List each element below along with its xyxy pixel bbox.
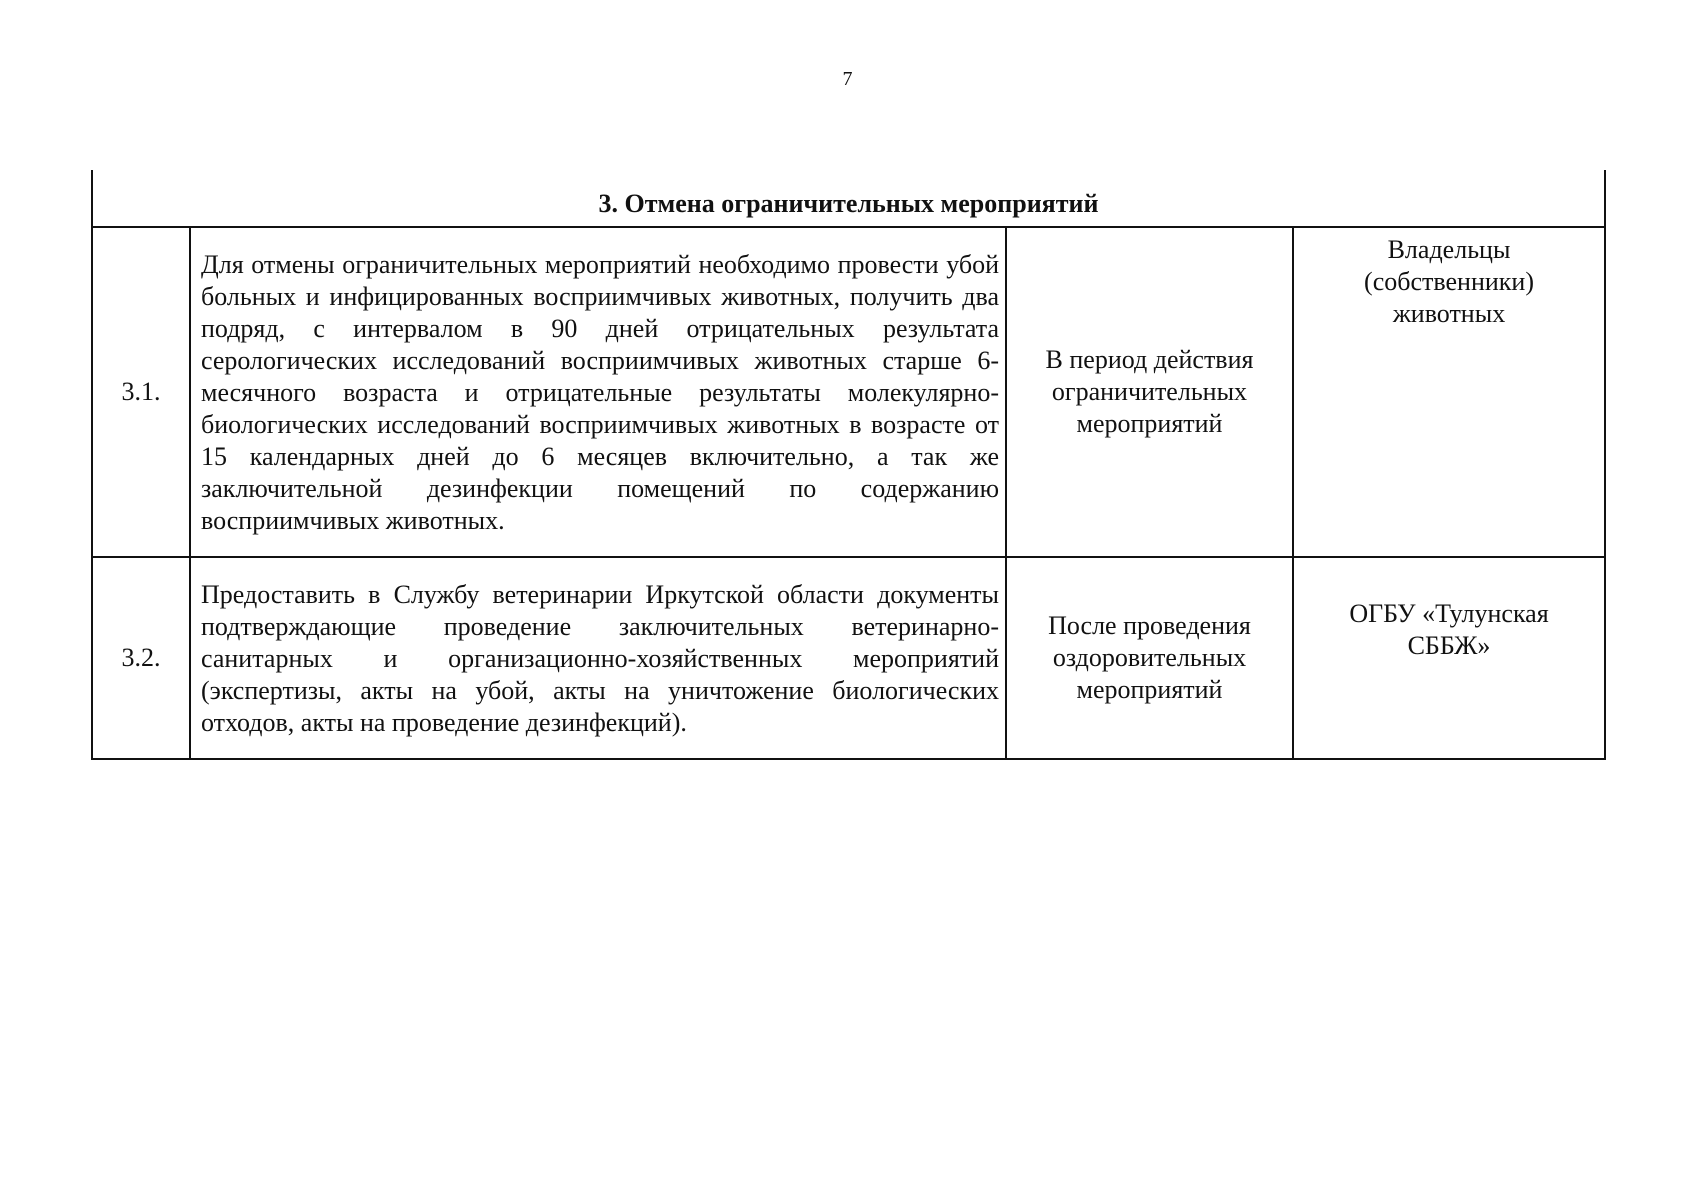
row-number: 3.2.: [92, 557, 190, 759]
section-header-row: [92, 170, 1605, 227]
row-description: Предоставить в Службу ветеринарии Иркутской области документы подтверждающие проведение заключительных ветеринарно-санитарных и организационно-хозяйственных мероприятий (экспертизы, акты на убой, акты на уничтожение биологических отходов, акты на проведение дезинфекций).: [190, 557, 1006, 759]
row-responsible: ОГБУ «Тулунская СББЖ»: [1293, 557, 1605, 759]
page-number: 7: [842, 68, 853, 90]
row-responsible: Владельцы (собственники) животных: [1293, 227, 1605, 557]
row-number: 3.1.: [92, 227, 190, 557]
row-term: В период действия ограничительных мероприятий: [1006, 227, 1293, 557]
section-title: 3. Отмена ограничительных мероприятий: [92, 170, 1605, 227]
table-row: [92, 557, 1605, 759]
row-description: Для отмены ограничительных мероприятий необходимо провести убой больных и инфицированных восприимчивых животных, получить два подряд, с интервалом в 90 дней отрицательных результата серологических исследований восприимчивых животных старше 6-месячного возраста и отрицательные результаты молекулярно-биологических исследований восприимчивых животных в возрасте от 15 календарных дней до 6 месяцев включительно, а так же заключительной дезинфекции помещений по содержанию восприимчивых животных.: [190, 227, 1006, 557]
table-row: [92, 227, 1605, 557]
row-term: После проведения оздоровительных мероприятий: [1006, 557, 1293, 759]
measures-table: [91, 170, 1606, 760]
